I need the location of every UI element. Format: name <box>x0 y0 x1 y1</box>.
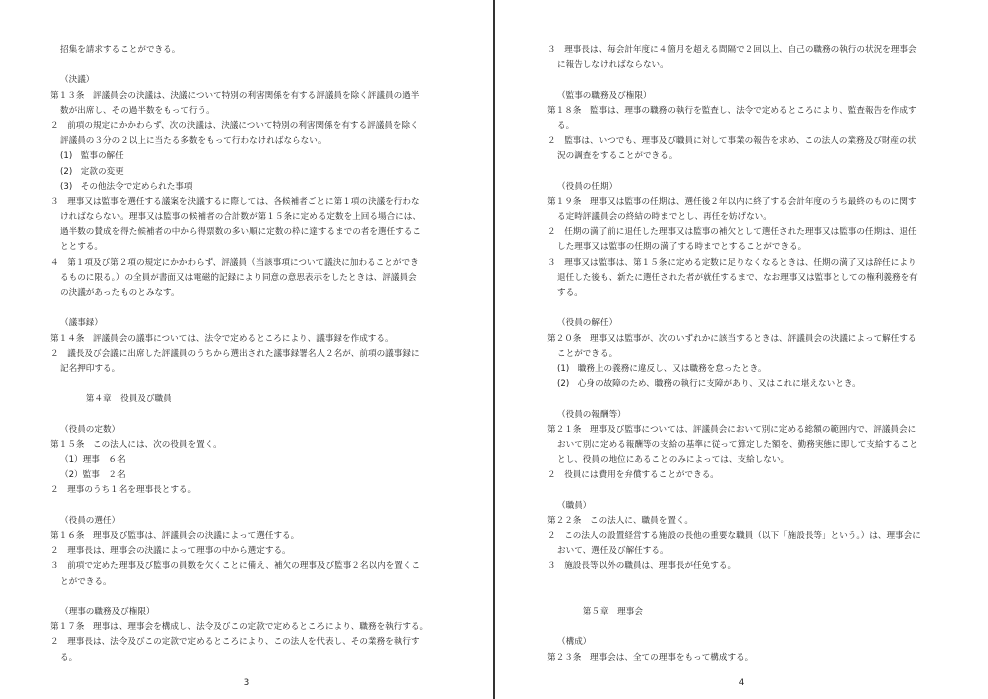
text-line: （役員の報酬等） <box>557 409 626 420</box>
text-line: ければならない。理事又は監事の候補者の合計数が第１５条に定める定数を上回る場合には、 <box>60 212 421 223</box>
text-line: 数が出席し、その過半数をもって行う。 <box>60 105 215 116</box>
text-line: ２ 任期の満了前に退任した理事又は監事の補欠として選任された理事又は監事の任期は、退任 <box>547 227 917 238</box>
text-line: 第１３条 評議員会の決議は、決議について特別の利害関係を有する評議員を除く評議員の過半 <box>50 90 420 101</box>
text-line: の決議があったものとみなす。 <box>60 288 180 298</box>
blank-line <box>547 590 949 605</box>
text-line: 況の調査をすることができる。 <box>557 151 678 162</box>
text-line: 評議員の３分の２以上に当たる多数をもって行わなければならない。 <box>60 136 327 147</box>
text-line: （2）監事 ２名 <box>60 470 126 481</box>
text-line: ２ 監事は、いつでも、理事及び職員に対して事業の報告を求め、この法人の業務及び財産の状 <box>547 136 917 147</box>
text-line: ととする。 <box>60 242 103 253</box>
text-line: ２ 前項の規定にかかわらず、次の決議は、決議について特別の利害関係を有する評議員を除く <box>50 120 419 131</box>
text-line: ３ 理事又は監事は、第１５条に定める定数に足りなくなるときは、任期の満了又は辞任により <box>547 257 917 268</box>
text-line: (2) 定款の変更 <box>60 166 124 177</box>
text-line: 退任した後も、新たに選任された者が就任するまで、なお理事又は監事としての権利義務を有 <box>557 272 918 283</box>
text-line: 招集を請求することができる。 <box>60 45 181 55</box>
text-line: (2) 心身の故障のため、職務の執行に支障があり、又はこれに堪えないとき。 <box>557 379 861 390</box>
text-line: ２ 理事長は、法令及びこの定款で定めるところにより、この法人を代表し、その業務を執行す <box>50 637 420 648</box>
text-line: ２ 理事のうち１名を理事長とする。 <box>50 485 197 496</box>
text-line: 第２１条 理事及び監事については、評議員会において別に定める総額の範囲内で、評議員会に <box>547 424 917 435</box>
text-line: （役員の定数） <box>60 424 121 435</box>
text-line: 第２０条 理事又は監事が、次のいずれかに該当するときは、評議員会の決議によって解任する <box>547 333 917 344</box>
page-text-column <box>50 43 450 666</box>
text-line: する。 <box>557 288 583 298</box>
text-line: （構成） <box>557 637 592 648</box>
text-line: （議事録） <box>60 318 103 329</box>
blank-line <box>50 377 450 392</box>
text-line: ２ 役員には費用を弁償することができる。 <box>547 470 719 481</box>
text-line: (1) 職務上の義務に違反し、又は職務を怠ったとき。 <box>557 363 767 374</box>
text-line: ３ 理事又は監事を選任する議案を決議するに際しては、各候補者ごとに第１項の決議を行わな <box>50 196 420 207</box>
text-line: とができる。 <box>60 576 112 587</box>
text-line: る定時評議員会の終結の時までとし、再任を妨げない。 <box>557 212 772 223</box>
text-line: （決議） <box>60 75 95 86</box>
text-line: 第５章 理事会 <box>557 606 643 617</box>
blank-line <box>547 483 949 498</box>
blank-line <box>50 590 450 605</box>
blank-line <box>547 620 949 635</box>
text-line: ことができる。 <box>557 348 618 359</box>
page-number: 4 <box>738 677 745 688</box>
text-line: に報告しなければならない。 <box>557 60 669 71</box>
page-number: 3 <box>243 677 250 688</box>
text-line: 第２２条 この法人に、職員を置く。 <box>547 515 693 526</box>
text-line: 第２３条 理事会は、全ての理事をもって構成する。 <box>547 652 754 663</box>
blank-line <box>547 392 949 407</box>
text-line: るものに限る。）の全員が書面又は電磁的記録により同意の意思表示をしたときは、評議員会 <box>60 272 417 283</box>
text-line: おいて、選任及び解任する。 <box>557 546 669 557</box>
text-line: （役員の任期） <box>557 181 618 192</box>
text-line: （監事の職務及び権限） <box>557 90 652 101</box>
blank-line <box>50 408 450 423</box>
text-line: ２ 理事長は、理事会の決議によって理事の中から選定する。 <box>50 546 291 557</box>
text-line: （役員の選任） <box>60 515 121 526</box>
text-line: ３ 理事長は、毎会計年度に４箇月を超える間隔で２回以上、自己の職務の執行の状況を理事会 <box>547 45 917 55</box>
text-line: 過半数の賛成を得た候補者の中から得票数の多い順に定数の枠に達するまでの者を選任するこ <box>60 227 421 238</box>
text-line: ２ この法人の設置経営する施設の長他の重要な職員（以下「施設長等」という。）は、理事会に <box>547 531 921 541</box>
text-line: ４ 第１項及び第２項の規定にかかわらず、評議員（当該事項について議決に加わることができ <box>50 257 419 268</box>
text-line: 第１４条 評議員会の議事については、法令で定めるところにより、議事録を作成する。 <box>50 333 394 344</box>
blank-line <box>547 73 949 88</box>
text-line: とし、役員の地位にあることのみによっては、支給しない。 <box>557 455 790 466</box>
page-text-column <box>547 43 949 666</box>
document-page-left <box>0 0 493 699</box>
text-line: （1）理事 ６名 <box>60 455 126 466</box>
text-line: （役員の解任） <box>557 318 618 329</box>
document-page-right <box>495 0 988 699</box>
text-line: 記名押印する。 <box>60 363 121 374</box>
text-line: 第１５条 この法人には、次の役員を置く。 <box>50 439 222 450</box>
text-line: 第１８条 監事は、理事の職務の執行を監査し、法令で定めるところにより、監査報告を作成す <box>547 105 917 116</box>
text-line: ３ 施設長等以外の職員は、理事長が任免する。 <box>547 561 737 572</box>
blank-line <box>50 499 450 514</box>
text-line: 第４章 役員及び職員 <box>60 394 172 405</box>
text-line: ２ 議長及び会議に出席した評議員のうちから選出された議事録署名人２名が、前項の議事録に <box>50 348 420 359</box>
text-line: した理事又は監事の任期の満了する時までとすることができる。 <box>557 242 807 253</box>
text-line: (3) その他法令で定められた事項 <box>60 181 193 192</box>
text-line: 第１６条 理事及び監事は、評議員会の決議によって選任する。 <box>50 531 300 541</box>
text-line: おいて別に定める報酬等の支給の基準に従って算定した額を、勤務実態に即して支給すること <box>557 439 918 450</box>
blank-line <box>547 165 949 180</box>
blank-line <box>547 575 949 590</box>
text-line: （理事の職務及び権限） <box>60 606 155 617</box>
text-line: る。 <box>60 652 78 663</box>
text-line: 第１７条 理事は、理事会を構成し、法令及びこの定款で定めるところにより、職務を執行する。 <box>50 622 429 633</box>
text-line: ３ 前項で定めた理事及び監事の員数を欠くことに備え、補欠の理事及び監事２名以内を置くこ <box>50 561 421 572</box>
blank-line <box>50 58 450 73</box>
text-line: る。 <box>557 120 575 131</box>
blank-line <box>547 301 949 316</box>
text-line: 第１９条 理事又は監事の任期は、選任後２年以内に終了する会計年度のうち最終のものに関す <box>547 196 917 207</box>
text-line: （職員） <box>557 500 592 511</box>
text-line: (1) 監事の解任 <box>60 151 124 162</box>
blank-line <box>50 301 450 316</box>
